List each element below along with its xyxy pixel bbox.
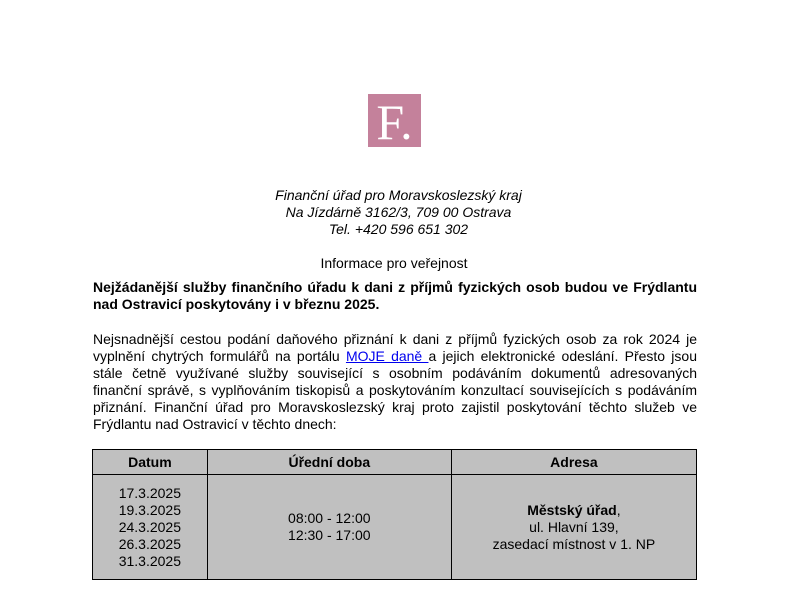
header-date: Datum: [93, 450, 208, 475]
date-item: 26.3.2025: [118, 535, 182, 552]
date-item: 24.3.2025: [118, 518, 182, 535]
address-room: zasedací místnost v 1. NP: [492, 535, 656, 552]
dates-cell: [93, 475, 208, 580]
moje-dane-link[interactable]: MOJE daně: [345, 348, 429, 364]
table-row: [93, 475, 697, 580]
body-paragraph: [93, 331, 697, 433]
address-name-line: [452, 502, 696, 519]
office-address-block: [0, 187, 788, 238]
hours-cell: [207, 475, 451, 580]
hours-item: 08:00 - 12:00: [288, 510, 371, 526]
body-text-2: a jejich elektronické odeslání. Přesto jsou stále četně využívané služby související s osobním podáváním dokumentů adresovaných finanční správě, s vyplňováním tiskopisů a poskytováním konzultací souvisejících s podáváním přiznání. Finanční úřad pro Moravskoslezský kraj proto zajistil poskytování těchto služeb ve Frýdlantu nad Ostravicí v těchto dnech:: [93, 348, 697, 432]
office-name: Finanční úřad pro Moravskoslezský kraj: [275, 187, 522, 203]
body-text-1: Nejsnadnější cestou podání daňového přiznání k dani z příjmů fyzických osob za rok 2024 je vyplnění chytrých formulářů na portálu: [93, 331, 697, 364]
logo-letter: F.: [376, 94, 413, 150]
table-header-row: [93, 450, 697, 475]
address-street: ul. Hlavní 139,: [529, 518, 619, 535]
page-title: Nejžádanější služby finančního úřadu k dani z příjmů fyzických osob budou ve Frýdlantu nad Ostravicí poskytovány i v březnu 2025.: [93, 279, 697, 312]
schedule-table: [92, 449, 697, 580]
office-logo: [368, 94, 421, 150]
office-phone: Tel. +420 596 651 302: [328, 221, 469, 237]
date-item: 31.3.2025: [118, 552, 182, 569]
date-item: 19.3.2025: [118, 501, 182, 518]
info-label: Informace pro veřejnost: [320, 255, 468, 271]
office-address: Na Jízdárně 3162/3, 709 00 Ostrava: [285, 204, 512, 220]
header-address: Adresa: [451, 450, 696, 475]
date-item: 17.3.2025: [118, 484, 182, 501]
address-cell: [451, 475, 696, 580]
header-hours: Úřední doba: [207, 450, 451, 475]
hours-item: 12:30 - 17:00: [288, 527, 371, 543]
address-name-suffix: ,: [616, 501, 621, 518]
address-name: Městský úřad: [527, 501, 617, 518]
